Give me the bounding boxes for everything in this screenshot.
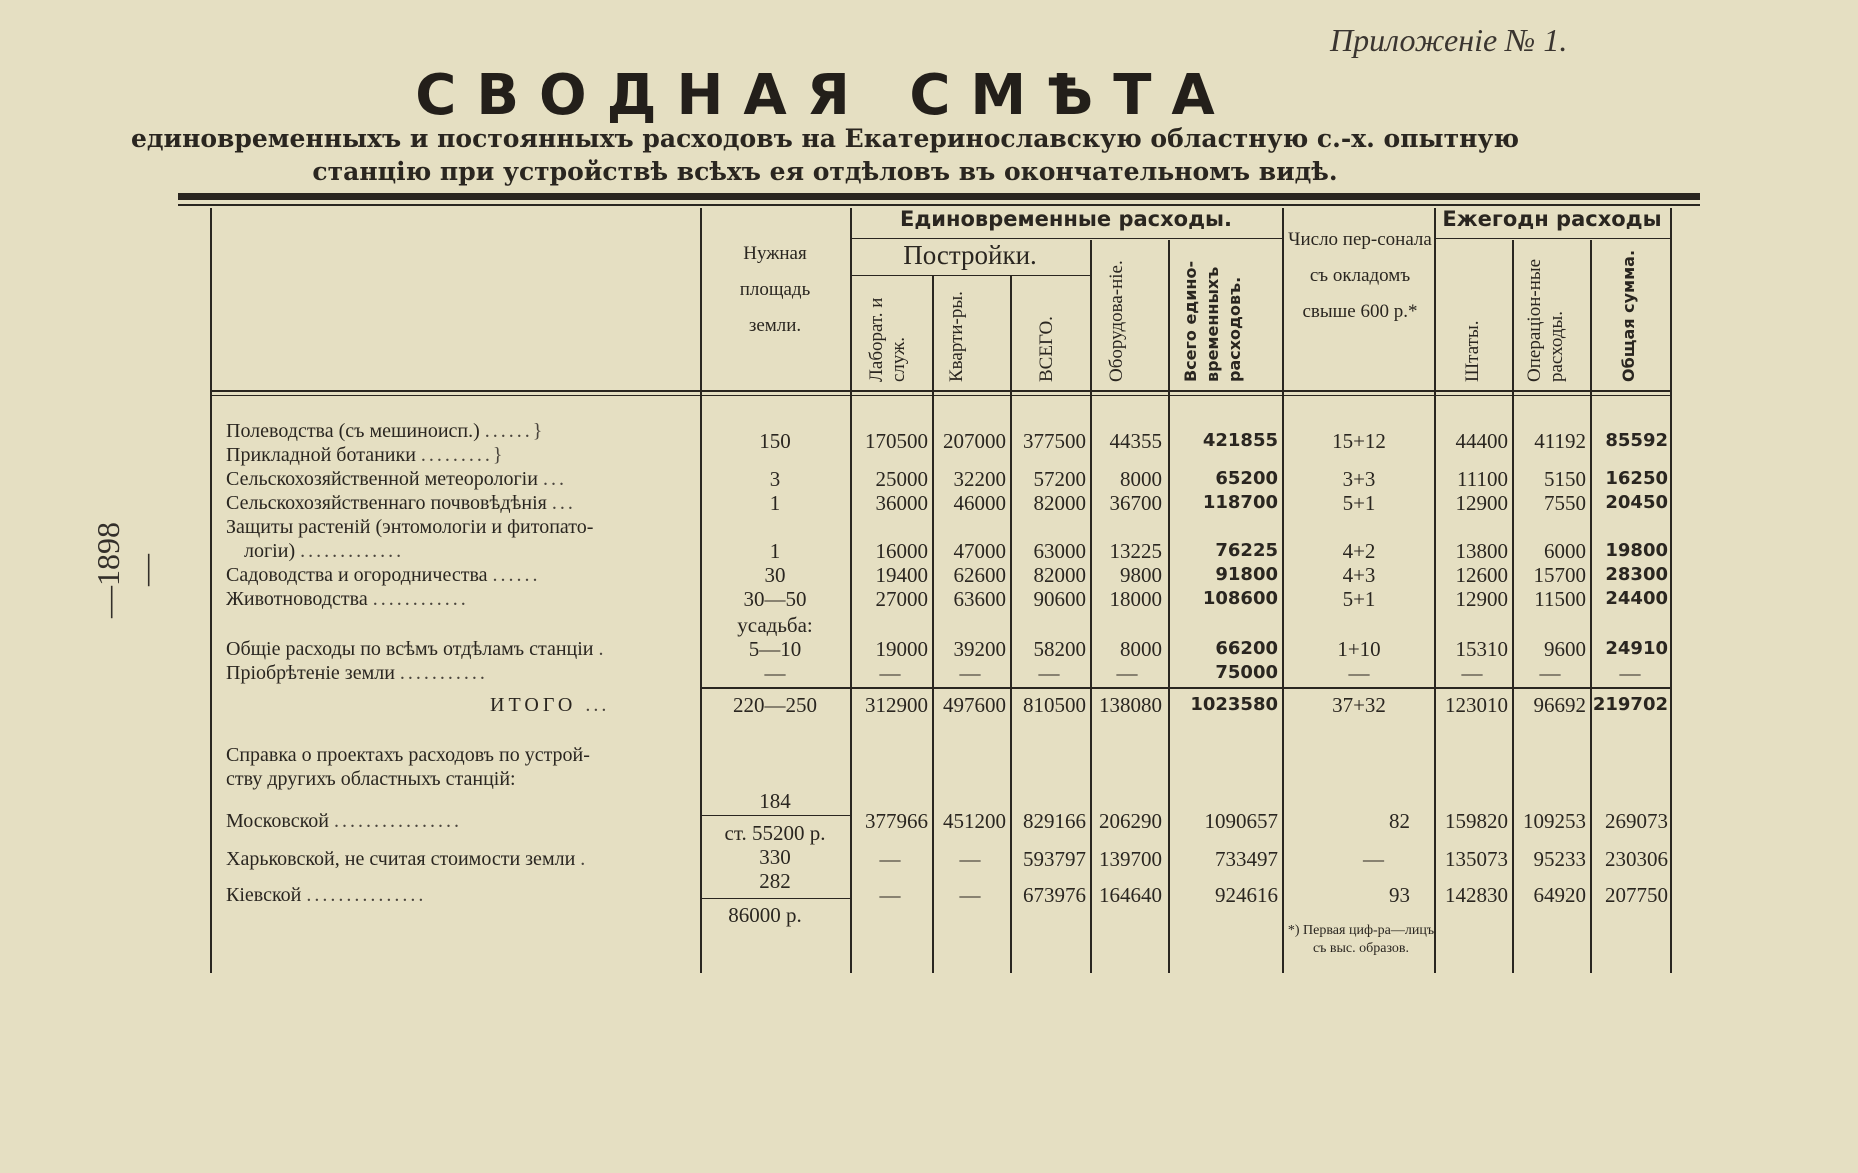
cell-apartments: 39200 (953, 637, 1006, 661)
ref-one-time: 1090657 (1204, 809, 1278, 833)
ref-one-time: 733497 (1215, 847, 1278, 871)
cell-staff: 15+12 (1332, 429, 1386, 453)
row-label: Общіе расходы по всѣмъ отдѣламъ станціи . (226, 638, 607, 660)
ref-apartments: — (959, 883, 981, 907)
cell-oper: — (1539, 661, 1561, 685)
header-bottom-rule-2 (210, 395, 1670, 396)
col-header-staffs: Штаты. (1462, 320, 1483, 382)
col-divider-land (700, 208, 702, 973)
col-header-total-sum: Общая сумма. (1619, 249, 1638, 382)
ref-sum: 230306 (1605, 847, 1668, 871)
cell-oper: 5150 (1544, 467, 1586, 491)
cell-equipment: 13225 (1109, 539, 1162, 563)
cell-land: 30—50 (743, 587, 807, 611)
cell-equipment: 8000 (1120, 467, 1162, 491)
ref-total: 673976 (1023, 883, 1086, 907)
cell-oper: 6000 (1544, 539, 1586, 563)
cell-apartments: — (959, 661, 981, 685)
cell-staffs: 15310 (1455, 637, 1508, 661)
cell-lab: 19400 (875, 563, 928, 587)
cell-staff: 5+1 (1342, 491, 1376, 515)
ref-oper: 95233 (1533, 847, 1586, 871)
total-label: ИТОГО ... (490, 694, 610, 716)
ref-equipment: 164640 (1099, 883, 1162, 907)
cell-total: 58200 (1033, 637, 1086, 661)
cell-land: — (764, 661, 786, 685)
cell-apartments: 62600 (953, 563, 1006, 587)
cell-staff: 4+2 (1342, 539, 1376, 563)
cell-one-time: 75000 (1215, 662, 1278, 683)
header-buildings-rule (850, 275, 1090, 276)
ref-staffs: 135073 (1445, 847, 1508, 871)
ref-apartments: — (959, 847, 981, 871)
cell-staffs: 44400 (1455, 429, 1508, 453)
ref-oper: 64920 (1533, 883, 1586, 907)
cell-staffs: 11100 (1457, 467, 1508, 491)
cell-lab: — (879, 661, 901, 685)
row-label: Садоводства и огородничества ...... (226, 564, 541, 586)
ref-lab: — (879, 847, 901, 871)
cell-total: 57200 (1033, 467, 1086, 491)
cell-one-time: 91800 (1215, 564, 1278, 585)
cell-lab: 25000 (875, 467, 928, 491)
ref-staffs: 159820 (1445, 809, 1508, 833)
col-group-buildings: Постройки. (903, 240, 1037, 270)
ref-total: 593797 (1023, 847, 1086, 871)
row-label: Животноводства ............ (226, 588, 469, 610)
cell-apartments: 32200 (953, 467, 1006, 491)
ref-staff: 82 (1389, 809, 1410, 833)
cell-one-time: 65200 (1215, 468, 1278, 489)
ref-lab: 377966 (865, 809, 928, 833)
reference-heading-1: Справка о проектахъ расходовъ по устрой- (226, 744, 590, 766)
ref-row-label: Кіевской ............... (226, 884, 427, 906)
cell-land: 5—10 (748, 637, 802, 661)
cell-land: 3 (769, 467, 781, 491)
reference-heading-2: ству другихъ областныхъ станцій: (226, 768, 516, 790)
header-bottom-rule (210, 390, 1670, 392)
header-group-rule (850, 238, 1282, 239)
cell-land: усадьба: (737, 613, 813, 637)
col-group-one-time: Единовременные расходы. (899, 207, 1233, 231)
ref-equipment: 139700 (1099, 847, 1162, 871)
col-header-apartments: Кварти-ры. (946, 291, 967, 382)
cell-equipment: 18000 (1109, 587, 1162, 611)
kiev-land-rule (700, 898, 850, 899)
table-left-border (210, 208, 212, 973)
cell-total: 82000 (1033, 563, 1086, 587)
total-top-rule (700, 687, 1670, 689)
total-oper: 96692 (1533, 693, 1586, 717)
cell-oper: 11500 (1534, 587, 1586, 611)
cell-equipment: — (1116, 661, 1138, 685)
cell-one-time: 118700 (1202, 492, 1278, 513)
cell-oper: 15700 (1533, 563, 1586, 587)
col-header-staff-count: Число пер-сонала съ окладомъ свыше 600 р.* (1288, 229, 1432, 322)
col-header-operational: Операціон-ные расходы. (1524, 258, 1567, 382)
header-annual-rule (1434, 238, 1670, 239)
ref-land-top: 184 (759, 789, 791, 813)
cell-staff: 3+3 (1342, 467, 1376, 491)
cell-apartments: 63600 (953, 587, 1006, 611)
total-staffs: 123010 (1445, 693, 1508, 717)
cell-staff: 4+3 (1342, 563, 1376, 587)
cell-equipment: 9800 (1120, 563, 1162, 587)
margin-year: —1898— (90, 522, 163, 618)
col-header-equipment: Оборудова-ніе. (1106, 260, 1127, 382)
cell-staff: 1+10 (1337, 637, 1381, 661)
cell-apartments: 207000 (943, 429, 1006, 453)
subtitle-line-1: единовременныхъ и постоянныхъ расходовъ на Екатеринославскую областную с.-х. опытную (130, 124, 1520, 153)
cell-lab: 16000 (875, 539, 928, 563)
cell-total: 90600 (1033, 587, 1086, 611)
ref-sum: 269073 (1605, 809, 1668, 833)
cell-lab: 170500 (865, 429, 928, 453)
row-label: Сельскохозяйственнаго почвовѣдѣнія ... (226, 492, 576, 514)
cell-apartments: 46000 (953, 491, 1006, 515)
cell-sum: 24910 (1605, 638, 1668, 659)
row-label: Пріобрѣтеніе земли ........... (226, 662, 488, 684)
cell-lab: 36000 (875, 491, 928, 515)
ref-total: 829166 (1023, 809, 1086, 833)
cell-land: 150 (759, 429, 791, 453)
cell-oper: 41192 (1534, 429, 1586, 453)
total-equipment: 138080 (1099, 693, 1162, 717)
ref-land-bottom: ст. 55200 р. (724, 821, 826, 845)
total-sum: 219702 (1592, 694, 1668, 715)
row-label: Прикладной ботаники .........} (226, 444, 506, 466)
cell-land: 1 (769, 491, 781, 515)
ref-sum: 207750 (1605, 883, 1668, 907)
cell-sum: 16250 (1605, 468, 1668, 489)
cell-total: 82000 (1033, 491, 1086, 515)
appendix-label: Приложеніе № 1. (1330, 22, 1568, 58)
cell-lab: 19000 (875, 637, 928, 661)
cell-one-time: 66200 (1215, 638, 1278, 659)
cell-oper: 7550 (1544, 491, 1586, 515)
ref-land-bottom: 86000 р. (728, 903, 802, 927)
ref-row-label: Харьковской, не считая стоимости земли . (226, 848, 589, 870)
cell-staff: 5+1 (1342, 587, 1376, 611)
col-header-land: Нужная площадь земли. (739, 243, 811, 336)
ref-lab: — (879, 883, 901, 907)
ref-oper: 109253 (1523, 809, 1586, 833)
total-lab: 312900 (865, 693, 928, 717)
total-apartments: 497600 (943, 693, 1006, 717)
col-header-lab: Лаборат. и служ. (866, 297, 909, 382)
cell-equipment: 36700 (1109, 491, 1162, 515)
cell-equipment: 44355 (1109, 429, 1162, 453)
ref-staff: — (1363, 847, 1384, 871)
row-label: Защиты растеній (энтомологіи и фитопато- (226, 516, 594, 538)
cell-total: 63000 (1033, 539, 1086, 563)
cell-staffs: — (1461, 661, 1483, 685)
col-header-total-one-time: Всего едино-временныхъ расходовъ. (1181, 260, 1244, 382)
cell-staff: — (1348, 661, 1370, 685)
cell-land: 1 (769, 539, 781, 563)
row-label: логіи) ............. (244, 540, 405, 562)
cell-equipment: 8000 (1120, 637, 1162, 661)
cell-land: 30 (764, 563, 786, 587)
ref-staff: 93 (1389, 883, 1410, 907)
table-right-border (1670, 208, 1672, 973)
ref-land-top: 282 (759, 869, 791, 893)
ref-apartments: 451200 (943, 809, 1006, 833)
cell-staffs: 12900 (1455, 587, 1508, 611)
cell-staffs: 13800 (1455, 539, 1508, 563)
total-staff: 37+32 (1332, 693, 1386, 717)
total-total: 810500 (1023, 693, 1086, 717)
ref-staffs: 142830 (1445, 883, 1508, 907)
cell-total: 377500 (1023, 429, 1086, 453)
cell-oper: 9600 (1544, 637, 1586, 661)
cell-lab: 27000 (875, 587, 928, 611)
cell-apartments: 47000 (953, 539, 1006, 563)
document-title: СВОДНАЯ СМѢТА (415, 63, 1235, 128)
cell-staffs: 12600 (1455, 563, 1508, 587)
cell-total: — (1038, 661, 1060, 685)
cell-staffs: 12900 (1455, 491, 1508, 515)
cell-one-time: 421855 (1202, 430, 1278, 451)
subtitle-line-2: станцію при устройствѣ всѣхъ ея отдѣловъ въ окончательномъ видѣ. (312, 157, 1338, 186)
cell-one-time: 76225 (1215, 540, 1278, 561)
cell-sum: — (1619, 661, 1641, 685)
cell-sum: 20450 (1605, 492, 1668, 513)
col-group-annual: Ежегодн расходы (1442, 207, 1662, 231)
row-label: Сельскохозяйственной метеорологіи ... (226, 468, 567, 490)
ref-row-label: Московской ................ (226, 810, 462, 832)
cell-sum: 85592 (1605, 430, 1668, 451)
cell-sum: 24400 (1605, 588, 1668, 609)
col-header-total-buildings: ВСЕГО. (1036, 316, 1057, 382)
ref-land-top: 330 (759, 845, 791, 869)
total-land: 220—250 (733, 693, 817, 717)
cell-sum: 19800 (1605, 540, 1668, 561)
row-label: Полеводства (съ мешиноисп.) ......} (226, 420, 546, 442)
total-one-time: 1023580 (1190, 694, 1278, 715)
cell-sum: 28300 (1605, 564, 1668, 585)
ref-equipment: 206290 (1099, 809, 1162, 833)
footnote: *) Первая циф-ра—лицъ съ выс. образов. (1287, 923, 1435, 956)
cell-one-time: 108600 (1202, 588, 1278, 609)
ref-one-time: 924616 (1215, 883, 1278, 907)
moscow-land-rule (700, 815, 850, 816)
